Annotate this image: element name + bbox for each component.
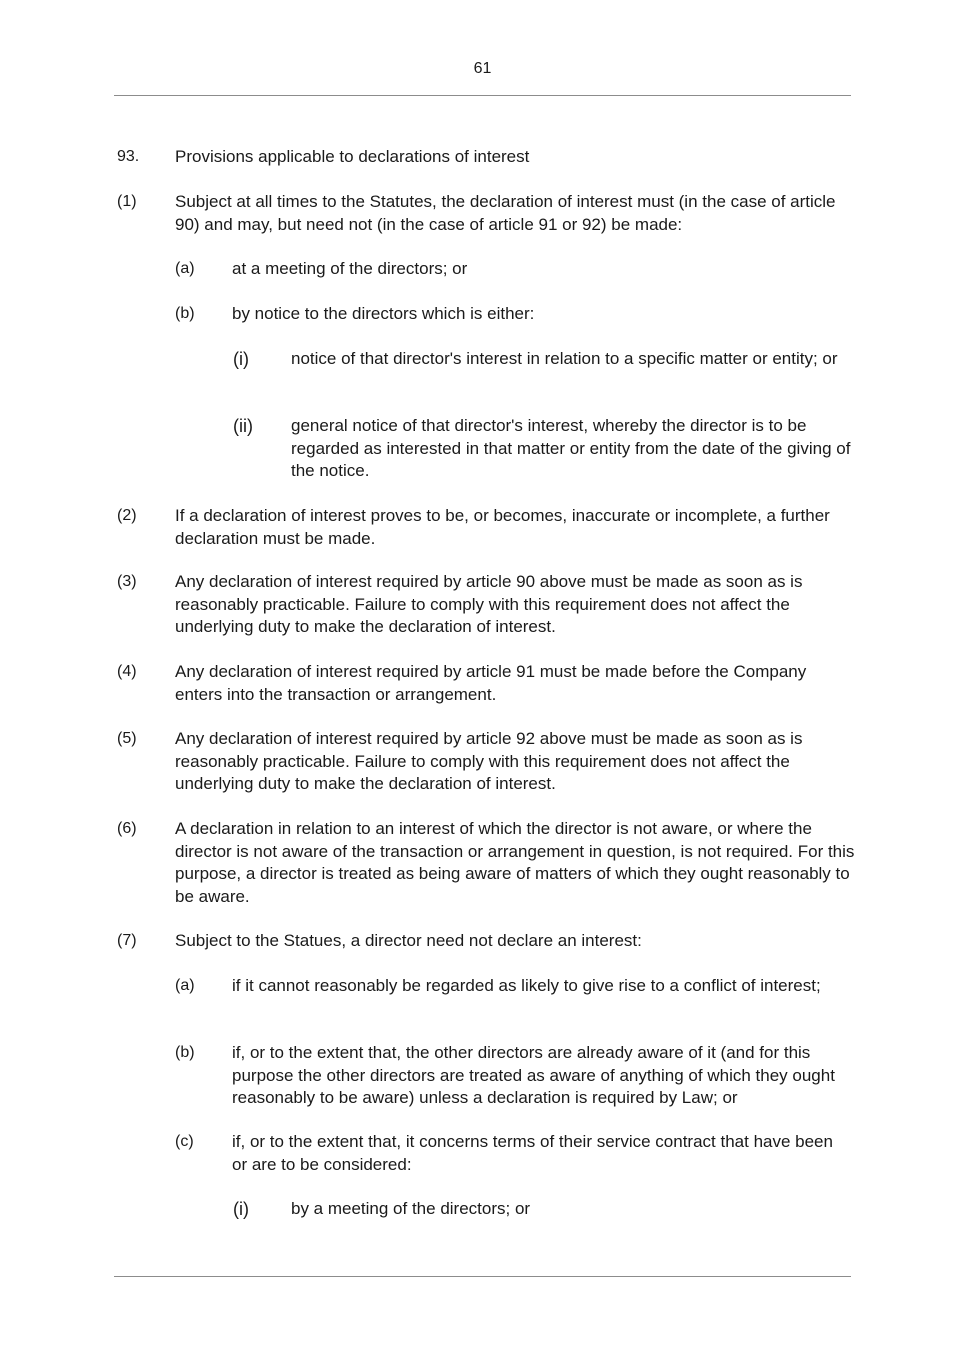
paragraph-label: (4) [117, 663, 137, 680]
subparagraph-text: if it cannot reasonably be regarded as likely to give rise to a conflict of interest; [232, 976, 821, 995]
paragraph-label: (6) [117, 820, 137, 837]
page-number: 61 [473, 60, 492, 77]
paragraph-text: Subject to the Statues, a director need not declare an interest: [175, 931, 642, 950]
clause-label: (i) [233, 1199, 249, 1219]
footer-rule [114, 1276, 851, 1277]
paragraph-label: (5) [117, 730, 137, 747]
subparagraph-label: (a) [175, 977, 195, 994]
clause-label: (ii) [233, 416, 253, 436]
header-rule [114, 95, 851, 96]
paragraph-label: (2) [117, 507, 137, 524]
paragraph-label: (3) [117, 573, 137, 590]
paragraph-text: If a declaration of interest proves to be, or becomes, inaccurate or incomplete, a further declaration must be made. [175, 506, 830, 548]
subparagraph-text: at a meeting of the directors; or [232, 259, 468, 278]
paragraph-text: Any declaration of interest required by article 91 must be made before the Company enters into the transaction or arrangement. [175, 662, 807, 704]
paragraph-text: Subject at all times to the Statutes, the declaration of interest must (in the case of article 90) and may, but need not (in the case of article 91 or 92) be made: [175, 192, 836, 234]
subparagraph-label: (a) [175, 260, 195, 277]
paragraph-label: (7) [117, 932, 137, 949]
paragraph-label: (1) [117, 193, 137, 210]
subparagraph-text: if, or to the extent that, the other directors are already aware of it (and for this purpose the other directors are treated as aware of anything of which they ought reasonably to be aware) unless a declaration is required by Law; or [232, 1043, 835, 1107]
paragraph-text: Any declaration of interest required by article 92 above must be made as soon as is reasonably practicable. Failure to comply with this requirement does not affect the underlying duty to make the declaration of interest. [175, 729, 803, 793]
subparagraph-text: if, or to the extent that, it concerns terms of their service contract that have been or are to be considered: [232, 1132, 833, 1174]
clause-label: (i) [233, 349, 249, 369]
subparagraph-label: (b) [175, 1044, 195, 1061]
section-title: Provisions applicable to declarations of interest [175, 147, 530, 166]
section-number: 93. [117, 148, 140, 165]
subparagraph-text: by notice to the directors which is either: [232, 304, 535, 323]
subparagraph-label: (b) [175, 305, 195, 322]
paragraph-text: Any declaration of interest required by article 90 above must be made as soon as is reasonably practicable. Failure to comply with this requirement does not affect the underlying duty to make the declaration of interest. [175, 572, 803, 636]
clause-text: notice of that director's interest in relation to a specific matter or entity; or [291, 349, 838, 368]
clause-text: general notice of that director's interest, whereby the director is to be regarded as interested in that matter or entity from the date of the giving of the notice. [291, 416, 851, 480]
subparagraph-label: (c) [175, 1133, 194, 1150]
paragraph-text: A declaration in relation to an interest of which the director is not aware, or where the director is not aware of the transaction or arrangement in question, is not required. For this purpose, a director is treated as being aware of matters of which they ought reasonably to be aware. [175, 819, 855, 906]
clause-text: by a meeting of the directors; or [291, 1199, 531, 1218]
